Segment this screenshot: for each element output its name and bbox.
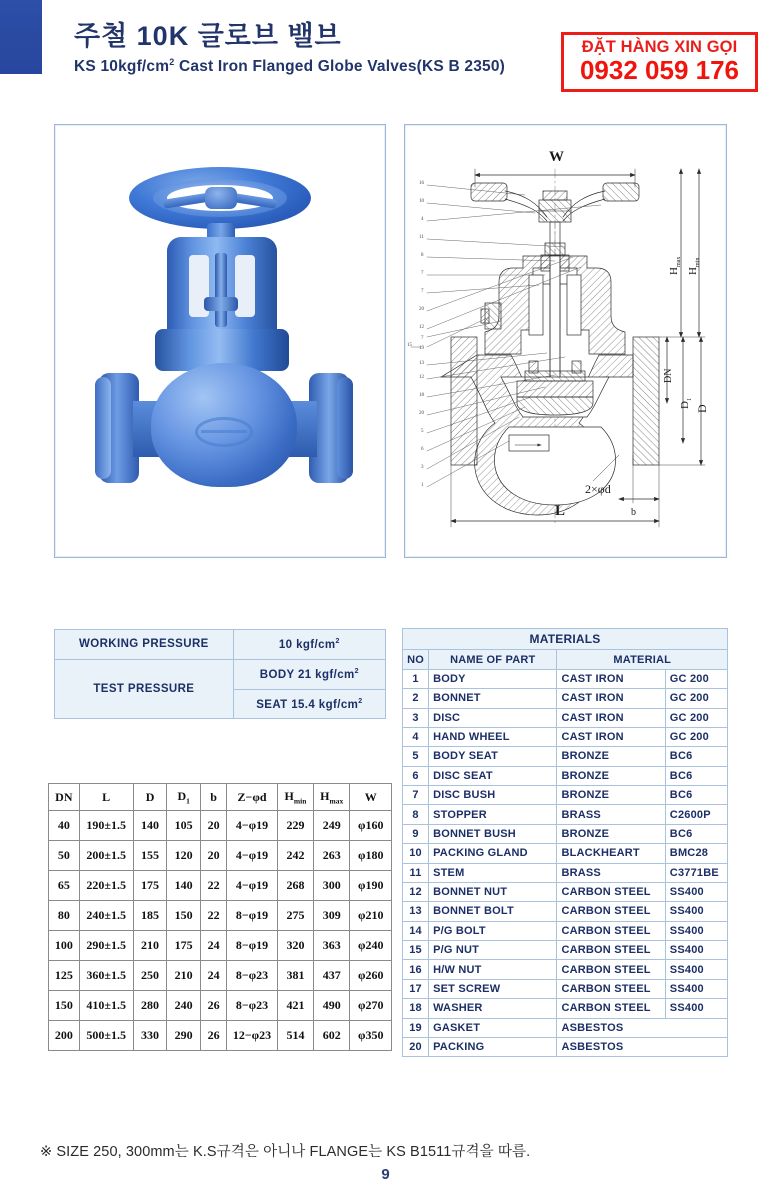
cell-material: CAST IRON (557, 669, 665, 688)
cell-z: 12−φ23 (227, 1021, 278, 1051)
working-pressure-value (233, 630, 385, 660)
svg-text:1: 1 (421, 483, 424, 488)
cell-material: CARBON STEEL (557, 979, 665, 998)
col-d1-sub: 1 (186, 796, 190, 806)
cell-hmin: 229 (277, 811, 313, 841)
svg-text:7: 7 (421, 289, 424, 294)
table-row (403, 1037, 728, 1056)
cell-no: 12 (403, 882, 429, 901)
page-number: 9 (381, 1166, 390, 1183)
working-pressure-number: 10 kgf/cm (278, 638, 336, 651)
materials-table (402, 628, 728, 1057)
working-pressure-unit-sup: 2 (335, 638, 340, 645)
cell-dn: 100 (49, 931, 80, 961)
cell-name: GASKET (429, 1018, 557, 1037)
cell-material: BRASS (557, 805, 665, 824)
cell-material: BRONZE (557, 786, 665, 805)
cell-no: 8 (403, 805, 429, 824)
cell-dn: 50 (49, 841, 80, 871)
figures-row (0, 124, 771, 564)
footnote: ※ SIZE 250, 300mm는 K.S규격은 아니나 FLANGE는 KS B1511규격을 따름. (40, 1144, 531, 1160)
cell-dn: 65 (49, 871, 80, 901)
stem-collar (204, 297, 238, 311)
col-hmax (314, 784, 350, 811)
svg-text:5: 5 (421, 429, 424, 434)
cell-name: BONNET BUSH (429, 824, 557, 843)
cell-b: 24 (200, 931, 226, 961)
svg-text:7: 7 (421, 336, 424, 341)
cell-material: CARBON STEEL (557, 921, 665, 940)
cell-code: SS400 (665, 979, 727, 998)
cell-material: BRONZE (557, 824, 665, 843)
cell-dn: 40 (49, 811, 80, 841)
table-row (49, 1021, 392, 1051)
cell-name: DISC BUSH (429, 786, 557, 805)
product-photo-frame (54, 124, 386, 558)
cell-no: 16 (403, 960, 429, 979)
order-hotline-box (561, 32, 758, 92)
cell-code: C3771BE (665, 863, 727, 882)
hotline-label: ĐẶT HÀNG XIN GỌI (581, 38, 738, 56)
cell-l: 220±1.5 (79, 871, 133, 901)
svg-text:12: 12 (419, 325, 424, 330)
cell-name: DISC SEAT (429, 766, 557, 785)
table-row (49, 901, 392, 931)
cell-no: 2 (403, 689, 429, 708)
dimensions-table-body (49, 811, 392, 1051)
cell-b: 20 (200, 841, 226, 871)
cell-l: 410±1.5 (79, 991, 133, 1021)
table-header-row (49, 784, 392, 811)
cell-material: CARBON STEEL (557, 882, 665, 901)
cell-z: 8−φ19 (227, 931, 278, 961)
col-hmin (277, 784, 313, 811)
cell-code: BC6 (665, 766, 727, 785)
svg-text:12: 12 (419, 375, 424, 380)
materials-title: MATERIALS (403, 629, 728, 650)
cell-b: 26 (200, 991, 226, 1021)
flange-left-face (95, 377, 111, 479)
cell-d: 155 (133, 841, 167, 871)
col-w: W (350, 784, 392, 811)
cell-l: 200±1.5 (79, 841, 133, 871)
cell-code: C2600P (665, 805, 727, 824)
drawing-svg (405, 125, 726, 557)
table-row (403, 786, 728, 805)
cell-no: 3 (403, 708, 429, 727)
cell-name: P/G BOLT (429, 921, 557, 940)
cell-material: BLACKHEART (557, 844, 665, 863)
table-row (403, 863, 728, 882)
body-cast-logo-bar (201, 430, 247, 433)
drawing-label-w: W (549, 149, 564, 165)
cell-name: STEM (429, 863, 557, 882)
cell-dn: 200 (49, 1021, 80, 1051)
col-z: Z−φd (227, 784, 278, 811)
cell-hmin: 381 (277, 961, 313, 991)
cell-no: 20 (403, 1037, 429, 1056)
cell-material: CARBON STEEL (557, 999, 665, 1018)
valve-stem (215, 253, 227, 327)
cell-d: 175 (133, 871, 167, 901)
svg-text:7: 7 (421, 271, 424, 276)
cell-w: φ350 (350, 1021, 392, 1051)
col-d1-main: D (177, 789, 187, 803)
cell-name: PACKING (429, 1037, 557, 1056)
cell-code: SS400 (665, 941, 727, 960)
cell-dn: 125 (49, 961, 80, 991)
cell-d1: 120 (167, 841, 201, 871)
handwheel-hub (205, 187, 237, 209)
cell-d1: 105 (167, 811, 201, 841)
cell-z: 8−φ23 (227, 961, 278, 991)
cell-w: φ260 (350, 961, 392, 991)
cell-no: 6 (403, 766, 429, 785)
table-row (403, 941, 728, 960)
cell-d1: 140 (167, 871, 201, 901)
cell-no: 5 (403, 747, 429, 766)
col-b: b (200, 784, 226, 811)
cell-d1: 210 (167, 961, 201, 991)
table-row (49, 991, 392, 1021)
cell-w: φ240 (350, 931, 392, 961)
cell-name: BONNET BOLT (429, 902, 557, 921)
header-accent-bar (0, 0, 42, 74)
col-l: L (79, 784, 133, 811)
svg-text:20: 20 (419, 411, 424, 416)
table-row (403, 824, 728, 843)
cell-name: BODY SEAT (429, 747, 557, 766)
test-body-number: BODY 21 kgf/cm (259, 668, 355, 681)
cell-l: 360±1.5 (79, 961, 133, 991)
table-row (403, 999, 728, 1018)
cell-d: 330 (133, 1021, 167, 1051)
cell-d: 250 (133, 961, 167, 991)
cell-d: 210 (133, 931, 167, 961)
svg-text:10: 10 (419, 199, 424, 204)
cell-no: 15 (403, 941, 429, 960)
cell-code: SS400 (665, 921, 727, 940)
flange-right-face (337, 377, 353, 479)
cell-hmax: 490 (314, 991, 350, 1021)
drawing-label-d1: D (679, 401, 691, 409)
test-seat-number: SEAT 15.4 kgf/cm (256, 698, 359, 711)
page-title-korean: 주철 10K 글로브 밸브 (74, 21, 342, 51)
table-row (403, 766, 728, 785)
cell-w: φ270 (350, 991, 392, 1021)
yoke-window-right (235, 255, 255, 317)
cell-no: 11 (403, 863, 429, 882)
col-hmax-main: H (320, 789, 330, 803)
svg-text:20: 20 (419, 307, 424, 312)
cell-code: SS400 (665, 960, 727, 979)
cell-no: 13 (403, 902, 429, 921)
title-en-superscript: 2 (169, 57, 175, 68)
cell-code: GC 200 (665, 669, 727, 688)
col-material: MATERIAL (557, 650, 728, 669)
table-row (49, 841, 392, 871)
cell-b: 26 (200, 1021, 226, 1051)
cell-name: DISC (429, 708, 557, 727)
table-row (403, 960, 728, 979)
drawing-label-hmax: H (668, 267, 680, 275)
title-en-prefix: KS 10kgf/cm (74, 58, 170, 76)
cell-hmax: 602 (314, 1021, 350, 1051)
cell-b: 24 (200, 961, 226, 991)
table-row (403, 747, 728, 766)
table-row (403, 708, 728, 727)
table-row (403, 689, 728, 708)
cell-code: GC 200 (665, 727, 727, 746)
drawing-label-hmin-sub: min (695, 257, 701, 267)
cell-hmin: 275 (277, 901, 313, 931)
cell-name: WASHER (429, 999, 557, 1018)
cell-b: 22 (200, 871, 226, 901)
table-row (55, 659, 386, 689)
cell-name: P/G NUT (429, 941, 557, 960)
table-row (403, 979, 728, 998)
table-row (55, 630, 386, 660)
cell-material: CAST IRON (557, 689, 665, 708)
table-row (49, 871, 392, 901)
svg-text:11: 11 (419, 235, 424, 240)
cell-hmin: 320 (277, 931, 313, 961)
table-row (403, 844, 728, 863)
cell-l: 290±1.5 (79, 931, 133, 961)
cell-w: φ160 (350, 811, 392, 841)
cell-name: SET SCREW (429, 979, 557, 998)
cell-code: BC6 (665, 824, 727, 843)
drawing-label-dn: DN (663, 368, 674, 383)
cell-no: 17 (403, 979, 429, 998)
table-header-row (403, 650, 728, 669)
cell-code: BC6 (665, 747, 727, 766)
table-row (49, 961, 392, 991)
cell-hmin: 514 (277, 1021, 313, 1051)
cell-material: BRASS (557, 863, 665, 882)
col-dn: DN (49, 784, 80, 811)
cell-code: BMC28 (665, 844, 727, 863)
cell-no: 1 (403, 669, 429, 688)
cell-no: 4 (403, 727, 429, 746)
cell-b: 22 (200, 901, 226, 931)
cell-name: BONNET NUT (429, 882, 557, 901)
cell-d1: 175 (167, 931, 201, 961)
cell-code: GC 200 (665, 708, 727, 727)
cell-material: CAST IRON (557, 708, 665, 727)
cell-hmax: 437 (314, 961, 350, 991)
dimensions-table (48, 783, 392, 1051)
cell-hmax: 249 (314, 811, 350, 841)
cell-l: 190±1.5 (79, 811, 133, 841)
cell-no: 19 (403, 1018, 429, 1037)
globe-valve-sectional-drawing (405, 125, 726, 557)
cell-material: BRONZE (557, 747, 665, 766)
svg-text:13: 13 (419, 361, 424, 366)
svg-text:8: 8 (421, 253, 424, 258)
table-row (403, 1018, 728, 1037)
cell-hmin: 421 (277, 991, 313, 1021)
test-pressure-seat-value (233, 689, 385, 719)
svg-text:16: 16 (419, 181, 424, 186)
title-en-rest: Cast Iron Flanged Globe Valves(KS B 2350) (174, 58, 506, 76)
col-hmin-main: H (284, 789, 294, 803)
cell-name: H/W NUT (429, 960, 557, 979)
cell-material: CARBON STEEL (557, 902, 665, 921)
pressure-table (54, 629, 386, 719)
cell-no: 18 (403, 999, 429, 1018)
cell-code: GC 200 (665, 689, 727, 708)
cell-material: BRONZE (557, 766, 665, 785)
cell-l: 240±1.5 (79, 901, 133, 931)
cell-d: 185 (133, 901, 167, 931)
svg-text:19: 19 (419, 346, 424, 351)
cell-hmax: 300 (314, 871, 350, 901)
materials-table-body (403, 669, 728, 1057)
svg-text:3: 3 (421, 465, 424, 470)
col-d1 (167, 784, 201, 811)
table-row (403, 902, 728, 921)
drawing-label-hmax-sub: max (676, 256, 682, 267)
cell-code: SS400 (665, 902, 727, 921)
svg-text:4: 4 (421, 217, 424, 222)
cell-hmax: 363 (314, 931, 350, 961)
table-header-row (403, 629, 728, 650)
col-no: NO (403, 650, 429, 669)
table-row (49, 811, 392, 841)
cell-d1: 240 (167, 991, 201, 1021)
sectional-drawing-frame (404, 124, 727, 558)
test-pressure-label: TEST PRESSURE (55, 659, 234, 719)
cell-material: CARBON STEEL (557, 941, 665, 960)
cell-b: 20 (200, 811, 226, 841)
cell-hmin: 242 (277, 841, 313, 871)
svg-text:6: 6 (421, 447, 424, 452)
test-body-unit-sup: 2 (354, 667, 359, 675)
cell-z: 4−φ19 (227, 871, 278, 901)
cell-z: 4−φ19 (227, 841, 278, 871)
cell-dn: 150 (49, 991, 80, 1021)
table-row (49, 931, 392, 961)
cell-no: 7 (403, 786, 429, 805)
cell-material: ASBESTOS (557, 1018, 728, 1037)
cell-code: SS400 (665, 882, 727, 901)
cell-hmax: 263 (314, 841, 350, 871)
cell-z: 8−φ23 (227, 991, 278, 1021)
drawing-label-d1-sub: 1 (687, 398, 693, 401)
cell-name: BODY (429, 669, 557, 688)
cell-w: φ210 (350, 901, 392, 931)
table-row (403, 921, 728, 940)
cell-dn: 80 (49, 901, 80, 931)
cell-d: 280 (133, 991, 167, 1021)
cell-code: BC6 (665, 786, 727, 805)
cell-d1: 290 (167, 1021, 201, 1051)
table-row (403, 727, 728, 746)
drawing-label-holes: 2×φd (585, 482, 611, 496)
table-row (403, 805, 728, 824)
cell-w: φ190 (350, 871, 392, 901)
test-seat-unit-sup: 2 (358, 697, 363, 705)
cell-name: PACKING GLAND (429, 844, 557, 863)
cell-material: CAST IRON (557, 727, 665, 746)
cell-hmax: 309 (314, 901, 350, 931)
drawing-label-b: b (631, 507, 636, 518)
hotline-number: 0932 059 176 (579, 55, 740, 86)
cell-no: 14 (403, 921, 429, 940)
cell-w: φ180 (350, 841, 392, 871)
col-name-of-part: NAME OF PART (429, 650, 557, 669)
col-d: D (133, 784, 167, 811)
svg-text:18: 18 (419, 393, 424, 398)
drawing-label-l: L (555, 503, 566, 519)
cell-d1: 150 (167, 901, 201, 931)
page-header (0, 0, 771, 118)
cast-iron-globe-valve-photo (55, 125, 385, 557)
cell-material: ASBESTOS (557, 1037, 728, 1056)
col-hmax-sub: max (329, 796, 344, 806)
cell-no: 10 (403, 844, 429, 863)
drawing-label-d: D (695, 404, 709, 413)
cell-code: SS400 (665, 999, 727, 1018)
cell-z: 8−φ19 (227, 901, 278, 931)
title-block (74, 22, 505, 77)
col-hmin-sub: min (293, 796, 307, 806)
cell-no: 9 (403, 824, 429, 843)
drawing-label-hmin: H (687, 267, 699, 275)
page-title-english (74, 57, 505, 76)
table-row (403, 669, 728, 688)
working-pressure-label: WORKING PRESSURE (55, 630, 234, 660)
cell-name: HAND WHEEL (429, 727, 557, 746)
cell-name: STOPPER (429, 805, 557, 824)
table-row (403, 882, 728, 901)
cell-name: BONNET (429, 689, 557, 708)
cell-material: CARBON STEEL (557, 960, 665, 979)
cell-d: 140 (133, 811, 167, 841)
cell-l: 500±1.5 (79, 1021, 133, 1051)
cell-z: 4−φ19 (227, 811, 278, 841)
svg-text:15: 15 (407, 343, 412, 348)
cell-hmin: 268 (277, 871, 313, 901)
test-pressure-body-value (233, 659, 385, 689)
